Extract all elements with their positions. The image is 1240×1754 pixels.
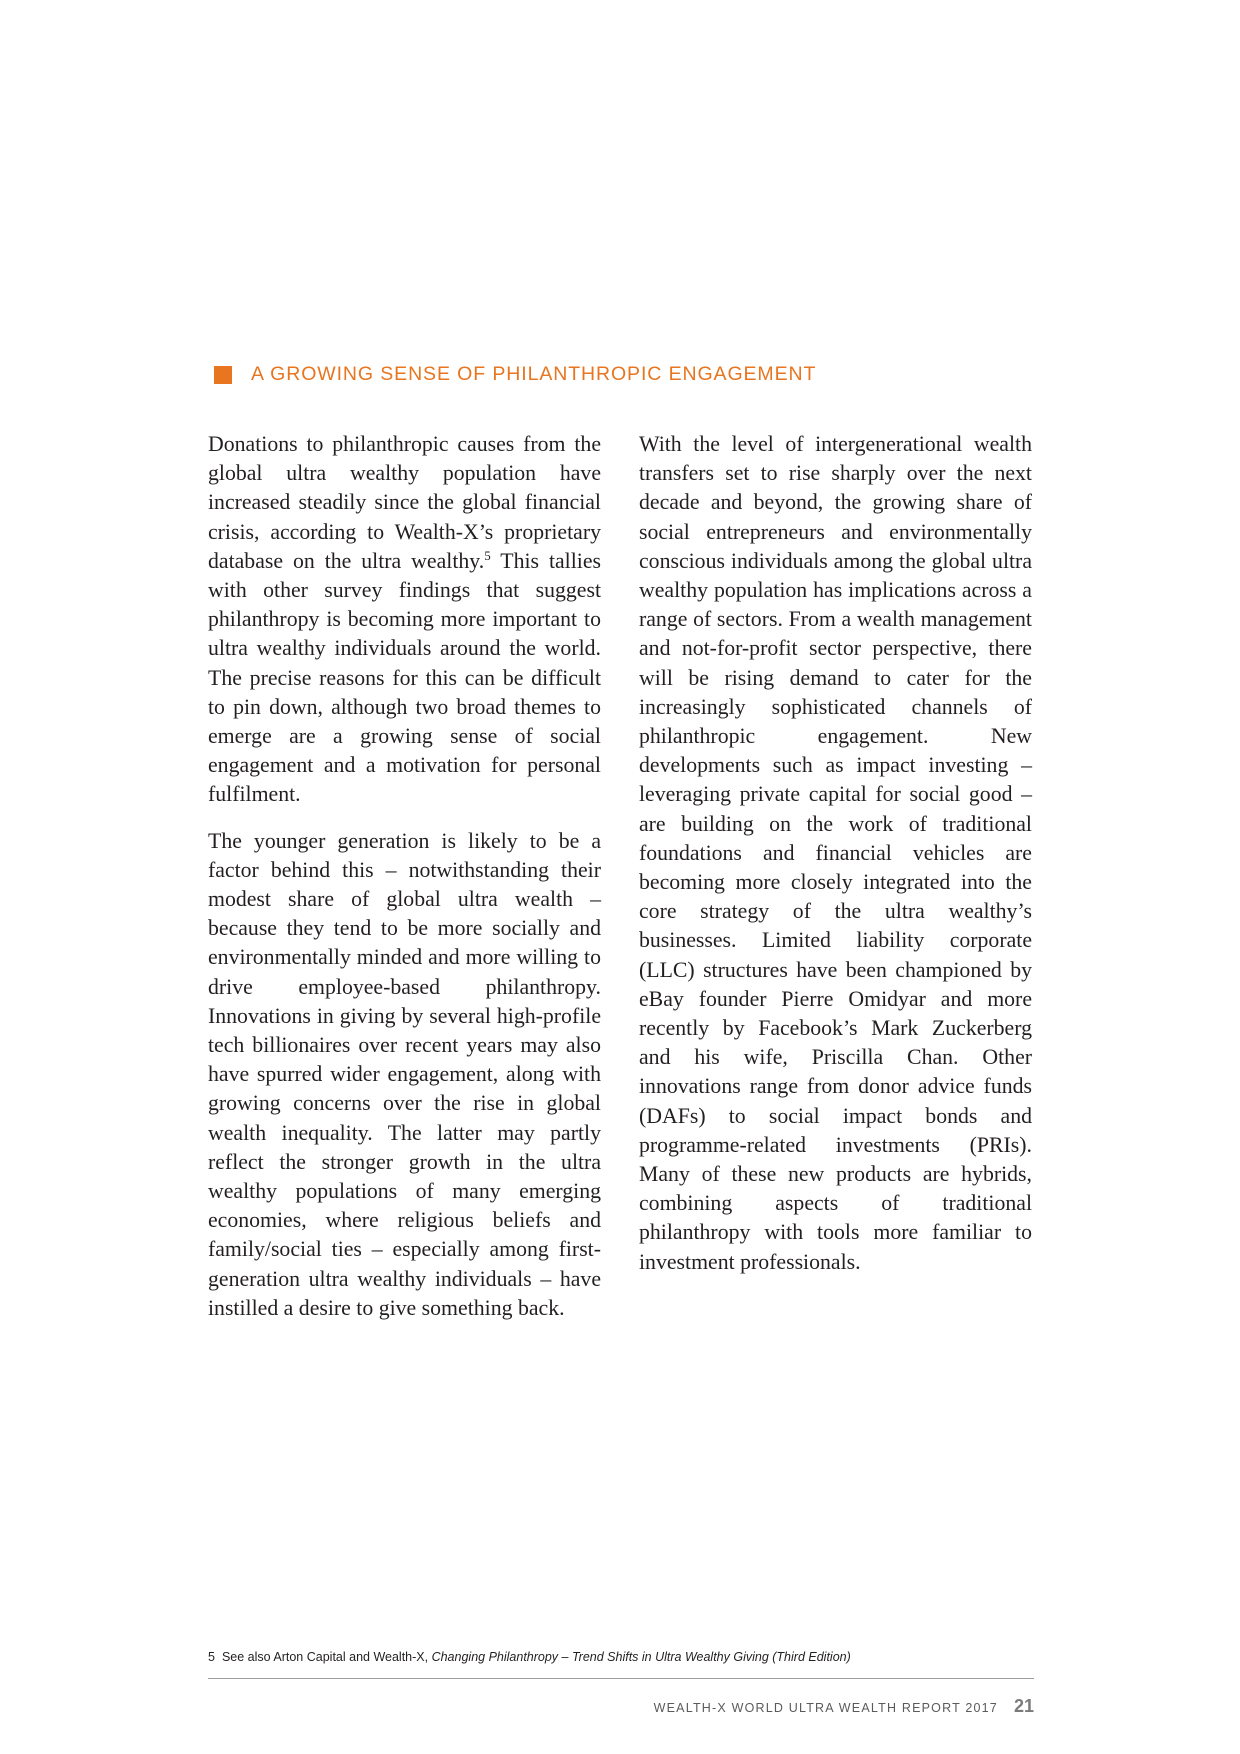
footer-report-title: WEALTH-X WORLD ULTRA WEALTH REPORT 2017 [653,1701,998,1715]
footer-divider [208,1678,1034,1679]
left-paragraph-1-part-2: This tallies with other survey findings that suggest philanthropy is becoming more important to ultra wealthy individuals around the world. The precise reasons for this can be difficult to pin down, although two broad themes to emerge are a growing sense of social engagement and a motivation for personal fulfilment. [208,548,601,807]
left-paragraph-1 [208,430,601,810]
section-heading-text: A GROWING SENSE OF PHILANTHROPIC ENGAGEMENT [251,363,817,385]
section-heading [214,363,816,386]
left-paragraph-1-part-1: Donations to philanthropic causes from the global ultra wealthy population have increased steadily since the global financial crisis, according to Wealth-X’s proprietary database on the ultra wealthy. [208,432,601,573]
footnote [208,1650,1038,1664]
footer-page-number: 21 [1013,1696,1034,1716]
left-paragraph-2: The younger generation is likely to be a factor behind this – notwithstanding their modest share of global ultra wealth – because they tend to be more socially and environmentally minded and more willing to drive employee-based philanthropy. Innovations in giving by several high-profile tech billionaires over recent years may also have spurred wider engagement, along with growing concerns over the rise in global wealth inequality. The latter may partly reflect the stronger growth in the ultra wealthy populations of many emerging economies, where religious beliefs and family/social ties – especially among first-generation ultra wealthy individuals – have instilled a desire to give something back. [208,828,601,1320]
footnote-prefix: See also Arton Capital and Wealth-X, [221,1650,432,1664]
footnote-number: 5 [208,1650,215,1664]
left-column [208,430,601,1340]
right-paragraph-1: With the level of intergenerational wealth transfers set to rise sharply over the next decade and beyond, the growing share of social entrepreneurs and environmentally conscious individuals among the global ultra wealthy population has implications across a range of sectors. From a wealth management and not-for-profit sector perspective, there will be rising demand to cater for the increasingly sophisticated channels of philanthropic engagement. New developments such as impact investing – leveraging private capital for social good – are building on the work of traditional foundations and financial vehicles are becoming more closely integrated into the core strategy of the ultra wealthy’s businesses. Limited liability corporate (LLC) structures have been championed by eBay founder Pierre Omidyar and more recently by Facebook’s Mark Zuckerberg and his wife, Priscilla Chan. Other innovations range from donor advice funds (DAFs) to social impact bonds and programme-related investments (PRIs). Many of these new products are hybrids, combining aspects of traditional philanthropy with tools more familiar to investment professionals. [639,432,1032,1274]
footnote-title: Changing Philanthropy – Trend Shifts in Ultra Wealthy Giving (Third Edition) [431,1650,851,1664]
footnote-reference: 5 [484,547,491,563]
page-footer [654,1696,1034,1717]
right-column [639,430,1032,1294]
heading-bullet-square-icon [214,366,232,384]
